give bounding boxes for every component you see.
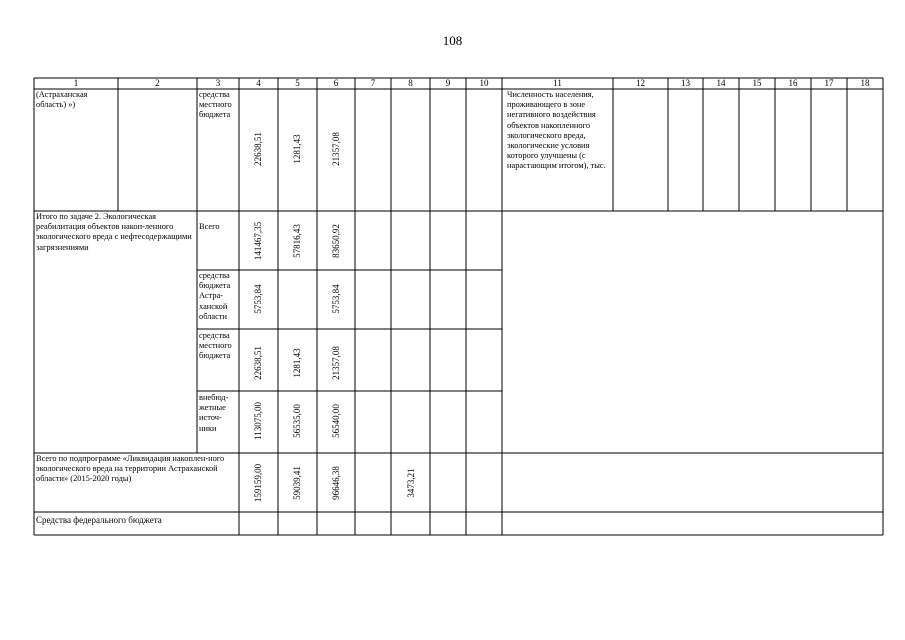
header-col-16: 16: [788, 78, 798, 88]
header-col-7: 7: [370, 78, 376, 88]
task-total-extrabudget-v5: 56535,00: [292, 404, 302, 438]
task-total-all-v5: 57816,43: [292, 224, 302, 258]
row1-source: средства местного бюджета: [199, 90, 232, 120]
header-col-12: 12: [636, 78, 645, 88]
header-col-2: 2: [155, 78, 160, 88]
row1-v4: 22638,51: [253, 132, 263, 166]
header-col-11: 11: [553, 78, 562, 88]
header-col-17: 17: [824, 78, 834, 88]
header-col-5: 5: [295, 78, 300, 88]
header-col-6: 6: [333, 78, 339, 88]
row1-name: (Астраханская область) »): [36, 90, 88, 110]
task-total-source-all: Всего: [199, 222, 220, 231]
task-total-local-v5: 1281,43: [292, 348, 302, 378]
task-total-local-v4: 22638,51: [253, 346, 263, 380]
task-total-regional-v4: 5753,84: [253, 284, 263, 314]
row1-v5: 1281,43: [292, 134, 302, 164]
task-total-local-v6: 21357,08: [331, 346, 341, 380]
task-total-all-v6: 83650,92: [331, 224, 341, 258]
subprogram-total-v8: 3473,21: [406, 468, 416, 498]
task-total-regional-v5: [291, 264, 303, 334]
task-total-source-extrabudget: внебюд-жетные источ-ники: [199, 393, 229, 433]
task-total-source-regional: средства бюджета Астра-ханской области: [199, 271, 231, 321]
header-col-4: 4: [256, 78, 261, 88]
row1-indicator: Численность населения, проживающего в зоне негативного воздействия объектов накопленного экологического вреда, экологические условия которого улучшены (с нарастающим итогом), тыс.: [507, 90, 606, 171]
header-col-14: 14: [716, 78, 726, 88]
subprogram-total-name: Всего по подпрограмме «Ликвидация накоплен-ного экологического вреда на территории Астраханской области» (2015-2020 годы): [36, 454, 225, 484]
header-col-8: 8: [408, 78, 413, 88]
header-col-13: 13: [681, 78, 690, 88]
subprogram-total-v4: 159159,00: [253, 463, 263, 503]
header-col-18: 18: [860, 78, 870, 88]
row1-v6: 21357,08: [331, 132, 341, 166]
header-col-10: 10: [479, 78, 489, 88]
subprogram-total-v5: 59039,41: [292, 466, 302, 500]
header-col-3: 3: [215, 78, 221, 88]
federal-row-name: Средства федерального бюджета: [36, 515, 162, 525]
header-col-15: 15: [752, 78, 762, 88]
task-total-extrabudget-v4: 113075,00: [253, 402, 263, 440]
task-total-extrabudget-v6: 56540,00: [331, 404, 341, 438]
task-total-all-v4: 141467,35: [253, 221, 263, 261]
subprogram-total-v6: 96646,38: [331, 466, 341, 500]
header-col-9: 9: [445, 78, 451, 88]
task-total-regional-v6: 5753,84: [331, 284, 341, 314]
task-total-source-local: средства местного бюджета: [199, 331, 232, 361]
header-col-1: 1: [73, 78, 79, 88]
page-number: 108: [442, 33, 463, 48]
task-total-name: Итого по задаче 2. Экологическая реабилитация объектов накоп-ленного экологического вреда с нефтесодержащими загрязнениями: [36, 212, 192, 252]
